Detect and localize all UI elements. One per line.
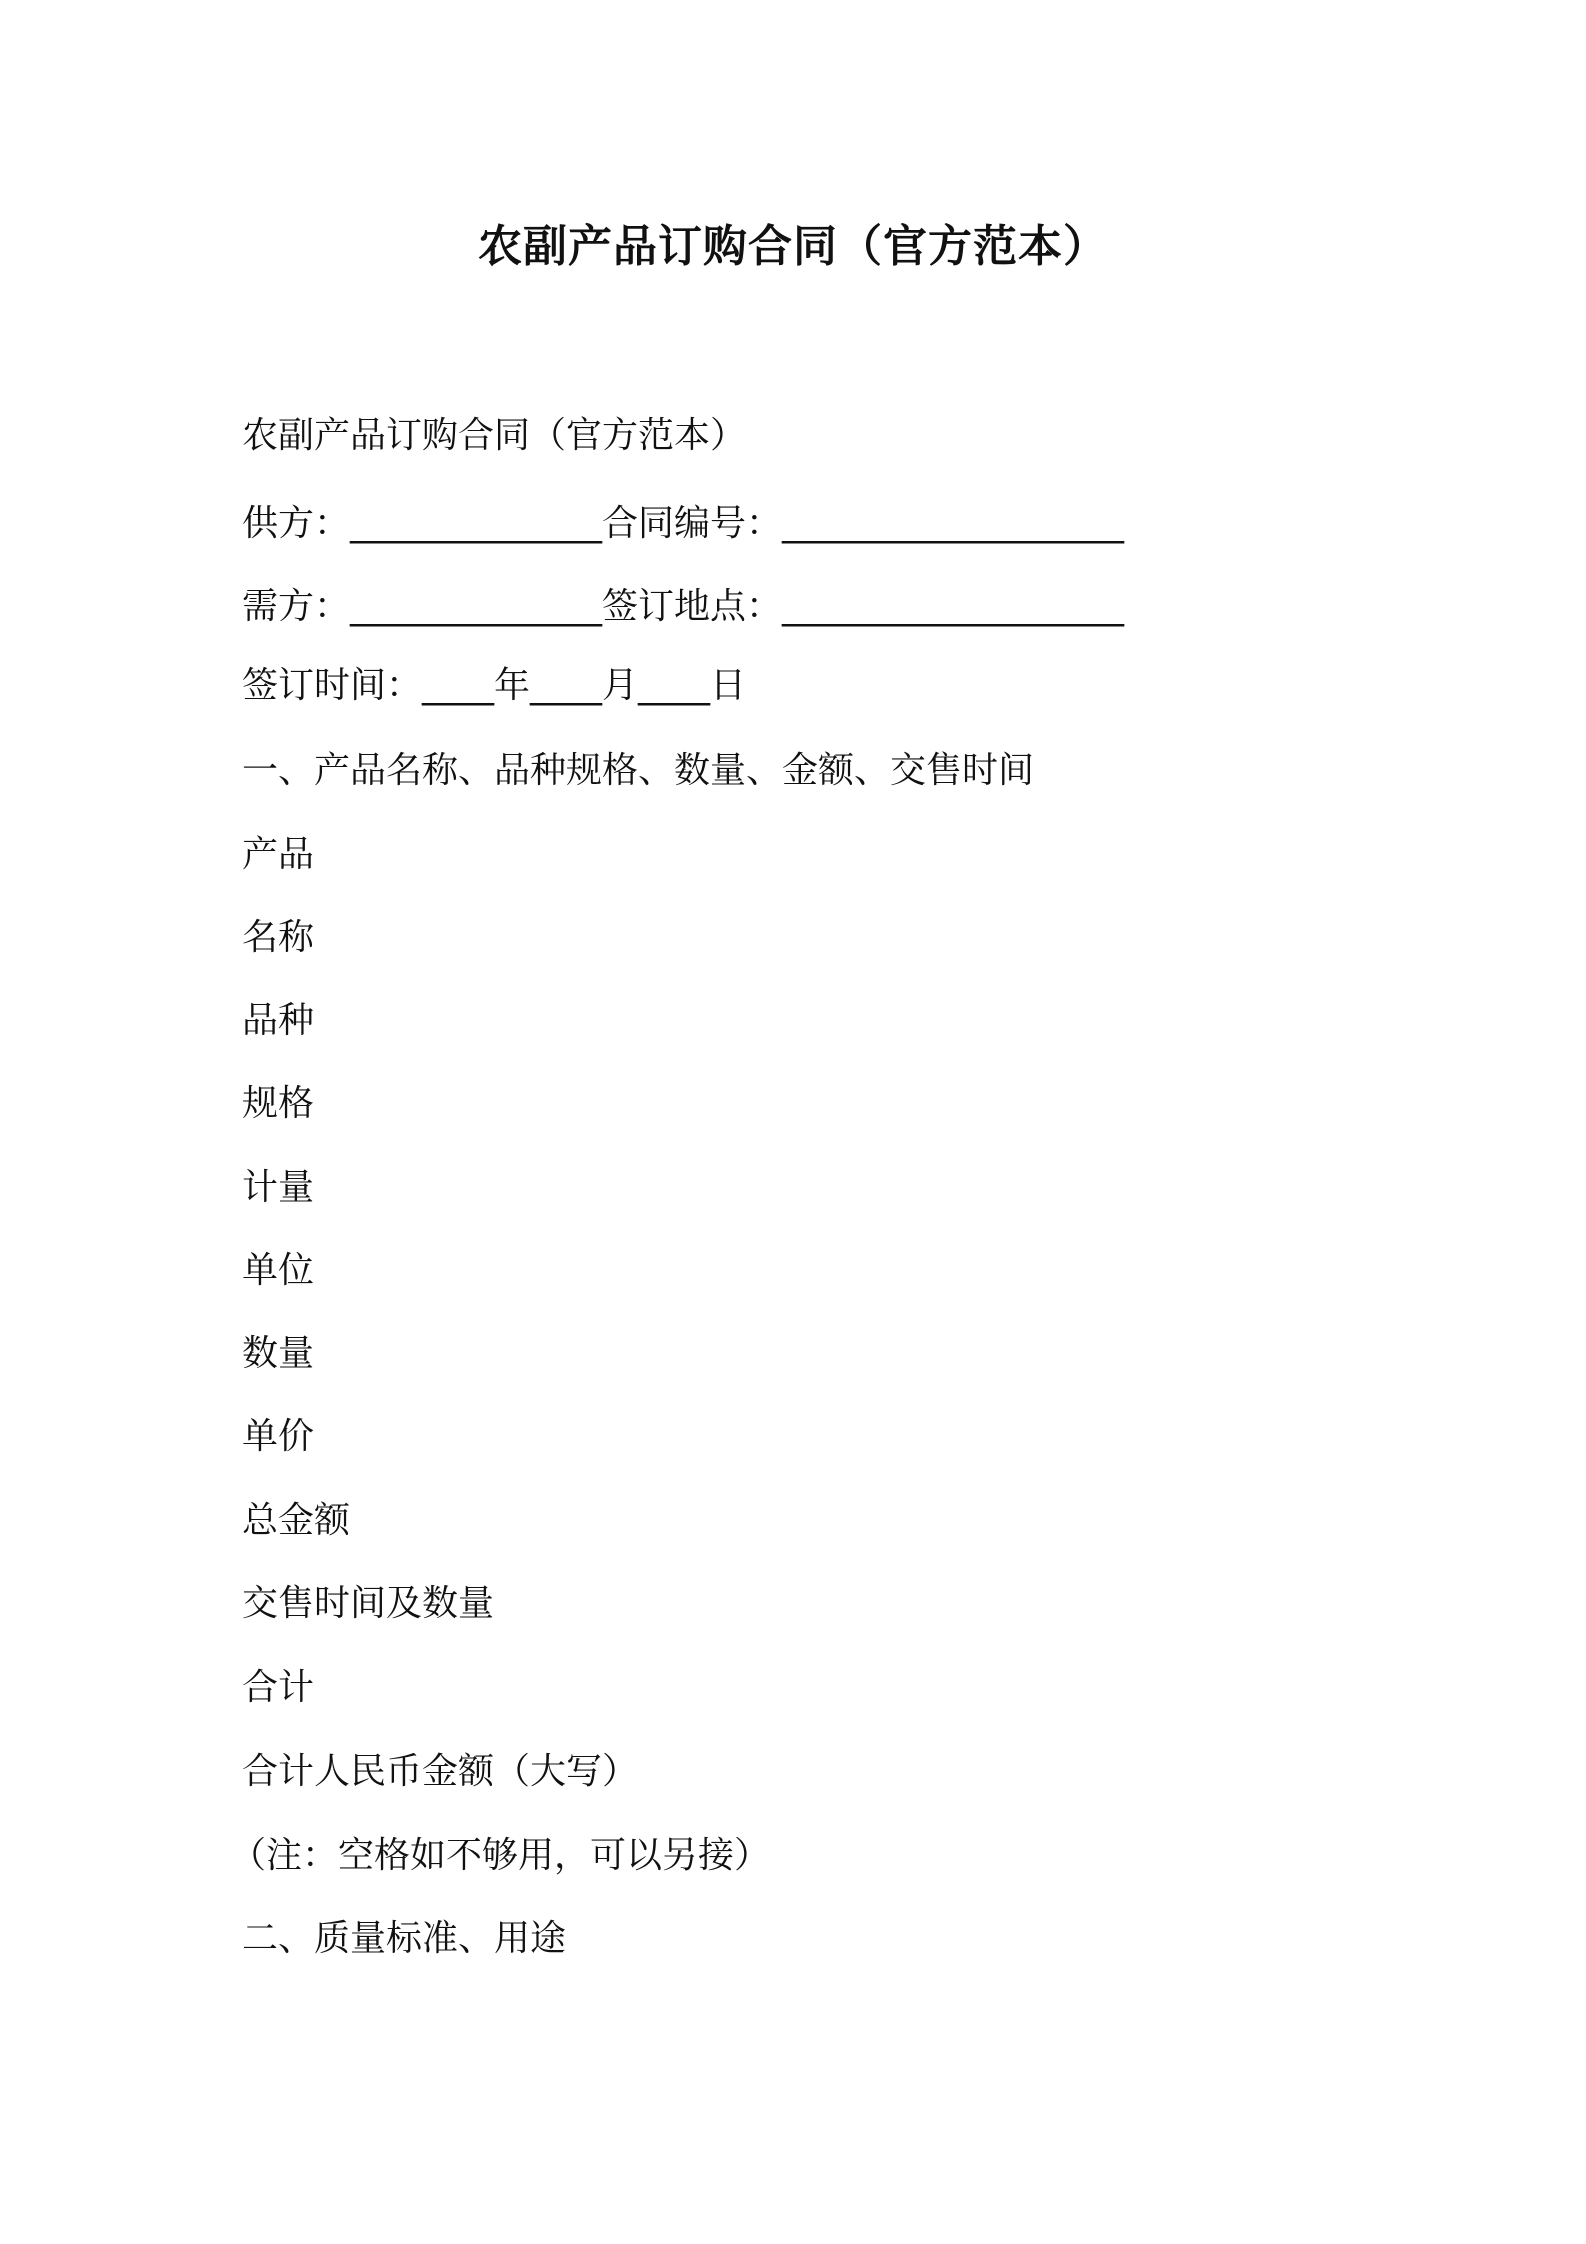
supplier-label: 供方： xyxy=(242,503,351,544)
signing-date-line xyxy=(242,662,1392,710)
item-line: 合计 xyxy=(242,1667,315,1708)
day-blank: ____ xyxy=(638,665,711,706)
buyer-blank: ______________ xyxy=(350,586,603,627)
signing-date-label: 签订时间： xyxy=(242,665,423,706)
item-line: 名称 xyxy=(242,917,315,958)
section-1-heading: 一、产品名称、品种规格、数量、金额、交售时间 xyxy=(242,750,1035,791)
day-label: 日 xyxy=(710,665,747,706)
month-blank: ____ xyxy=(530,665,603,706)
document-subtitle: 农副产品订购合同（官方范本） xyxy=(242,415,747,456)
supplier-line xyxy=(242,500,1392,548)
note-text: （注：空格如不够用，可以另接） xyxy=(230,1835,771,1876)
supplier-blank: ______________ xyxy=(350,503,603,544)
item-line: 交售时间及数量 xyxy=(242,1583,495,1624)
year-blank: ____ xyxy=(422,665,495,706)
document-title: 农副产品订购合同（官方范本） xyxy=(478,221,1108,272)
item-line: 单价 xyxy=(242,1416,315,1457)
item-line: 单位 xyxy=(242,1250,315,1291)
year-label: 年 xyxy=(494,665,531,706)
signing-place-label: 签订地点： xyxy=(602,586,783,627)
item-line: 合计人民币金额（大写） xyxy=(242,1751,639,1792)
item-line: 规格 xyxy=(242,1083,315,1124)
item-line: 品种 xyxy=(242,1000,315,1041)
contract-number-label: 合同编号： xyxy=(602,503,783,544)
section-2-heading: 二、质量标准、用途 xyxy=(242,1918,567,1959)
item-line: 总金额 xyxy=(242,1500,351,1541)
item-line: 产品 xyxy=(242,834,315,875)
month-label: 月 xyxy=(602,665,639,706)
contract-number-blank: ___________________ xyxy=(782,503,1125,544)
item-line: 数量 xyxy=(242,1333,315,1374)
signing-place-blank: ___________________ xyxy=(782,586,1125,627)
buyer-line xyxy=(242,583,1392,631)
item-line: 计量 xyxy=(242,1167,315,1208)
buyer-label: 需方： xyxy=(242,586,351,627)
